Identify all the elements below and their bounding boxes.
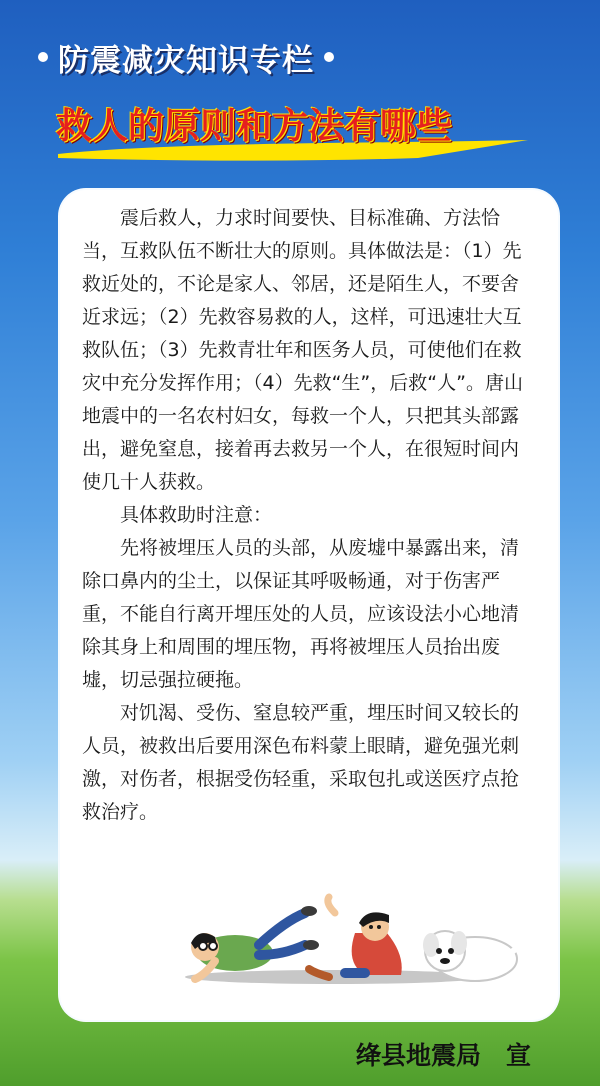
footer-organization: 绛县地震局 宣	[356, 1042, 532, 1070]
subtitle-banner	[40, 94, 560, 176]
bullet-dot-right	[324, 52, 334, 62]
paragraph-head-first: 先将被埋压人员的头部，从废墟中暴露出来，清除口鼻内的尘土，以保证其呼吸畅通，对于伤害严重，不能自行离开埋压处的人员，应该设法小心地清除其身上和周围的埋压物，再将被埋压人员抬出废墟，切忌强拉硬拖。	[82, 537, 520, 691]
paragraph-notes-heading: 具体救助时注意：	[120, 504, 273, 526]
paragraph-aftercare: 对饥渴、受伤、窒息较严重，埋压时间又较长的人员，被救出后要用深色布料蒙上眼睛，避免强光刺激，对伤者，根据受伤轻重，采取包扎或送医疗点抢救治疗。	[82, 702, 520, 823]
content-text	[82, 202, 536, 829]
subtitle-text: 救人的原则和方法有哪些	[56, 106, 453, 147]
cartoon-rescue-icon	[175, 893, 535, 989]
page-title: 防震减灾知识专栏	[58, 42, 314, 78]
header-bar	[38, 34, 418, 80]
paragraph-principles: 震后救人，力求时间要快、目标准确、方法恰当，互救队伍不断壮大的原则。具体做法是：（1）先救近处的，不论是家人、邻居，还是陌生人，不要舍近求远；（2）先救容易救的人，这样，可迅速壮大互救队伍；（3）先救青壮年和医务人员，可使他们在救灾中充分发挥作用；（4）先救“生”，后救“人”。唐山地震中的一名农村妇女，每救一个人，只把其头部露出，避免窒息，接着再去救另一个人，在很短时间内使几十人获救。	[82, 207, 523, 493]
bullet-dot-left	[38, 52, 48, 62]
